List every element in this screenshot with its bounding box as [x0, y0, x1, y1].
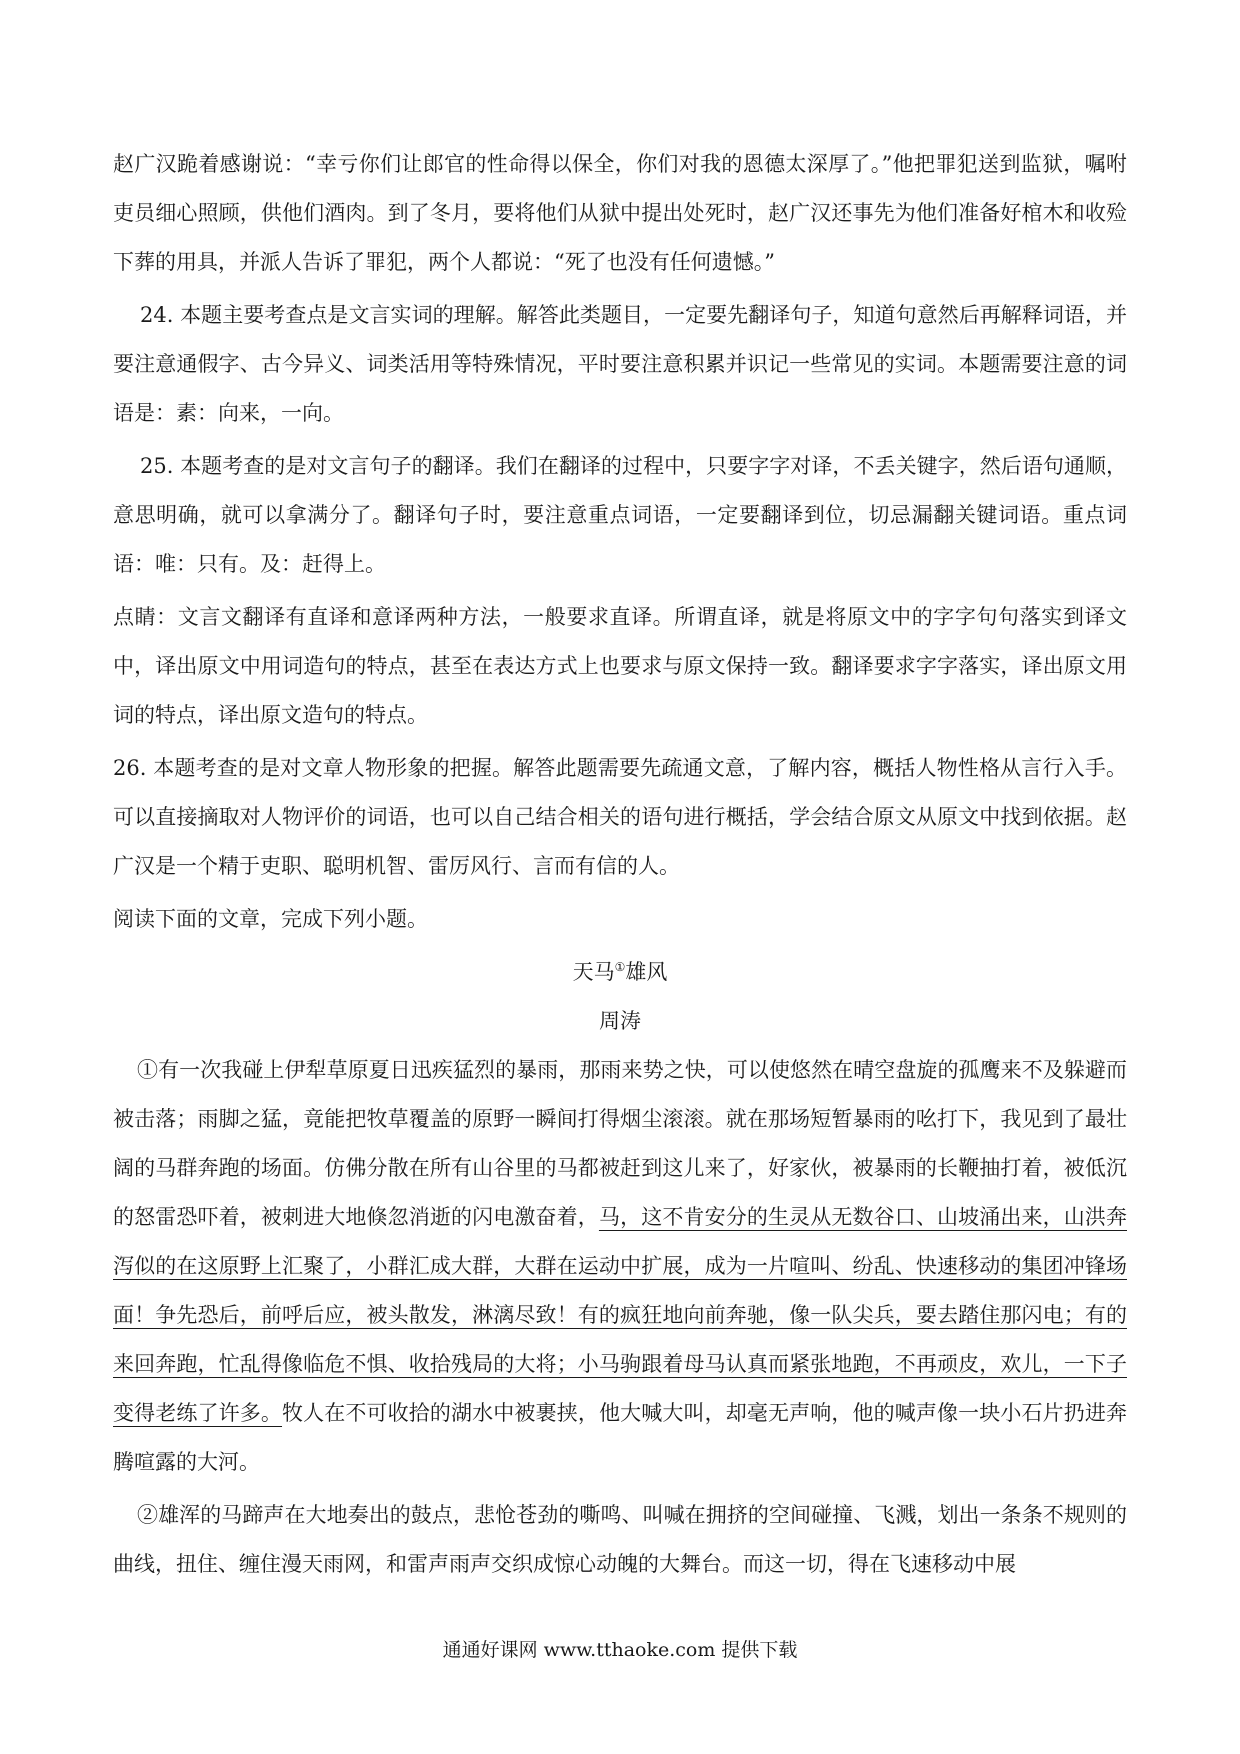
dianjing-note: 点睛：文言文翻译有直译和意译两种方法，一般要求直译。所谓直译，就是将原文中的字字句句落实到译文中，译出原文中用词造句的特点，甚至在表达方式上也要求与原文保持一致。翻译要求字字落实，译出原文用词的特点，译出原文造句的特点。 — [113, 605, 1127, 727]
translation-paragraph: 赵广汉跪着感谢说：“幸亏你们让郎官的性命得以保全，你们对我的恩德太深厚了。”他把罪犯送到监狱，嘱咐吏员细心照顾，供他们酒肉。到了冬月，要将他们从狱中提出处死时，赵广汉还事先为他们准备好棺木和收殓下葬的用具，并派人告诉了罪犯，两个人都说：“死了也没有任何遗憾。” — [113, 152, 1127, 274]
article-title — [113, 948, 1127, 997]
document-body — [113, 140, 1127, 1593]
para1-start: ①有一次我碰上伊犁草原夏日迅疾猛烈的暴雨，那雨来势之快，可以使悠然在晴空盘旋的孤鹰来不及躲避而被击落；雨脚之猛，竟能把牧草覆盖的原野一瞬间打得烟尘滚滚。就在那场短暂暴雨的吆打下，我见到了最壮阔的马群奔跑的场面。仿佛分散在所有山谷里的马都被赶到这儿来了，好家伙，被暴雨的长鞭抽打着，被低沉的怒雷恐吓着，被刺进大地倏忽消逝的闪电激奋着， — [113, 1058, 1127, 1229]
page-footer: 通通好课网 www.tthaoke.com 提供下载 — [442, 1639, 798, 1661]
answer-25: 25. 本题考查的是对文言句子的翻译。我们在翻译的过程中，只要字字对译，不丢关键字，然后语句通顺，意思明确，就可以拿满分了。翻译句子时，要注意重点词语，一定要翻译到位，切忌漏翻关键词语。重点词语：唯：只有。及：赶得上。 — [113, 454, 1127, 576]
article-author: 周涛 — [599, 1009, 641, 1033]
footnote-marker: ① — [614, 960, 626, 974]
article-paragraph-1 — [113, 1046, 1127, 1487]
answer-26: 26. 本题考查的是对文章人物形象的把握。解答此题需要先疏通文意，了解内容，概括人物性格从言行入手。可以直接摘取对人物评价的词语，也可以自己结合相关的语句进行概括，学会结合原文从原文中找到依据。赵广汉是一个精于吏职、聪明机智、雷厉风行、言而有信的人。 — [113, 756, 1127, 878]
article-paragraph-2: ②雄浑的马蹄声在大地奏出的鼓点，悲怆苍劲的嘶鸣、叫喊在拥挤的空间碰撞、飞溅，划出一条条不规则的曲线，扭住、缠住漫天雨网，和雷声雨声交织成惊心动魄的大舞台。而这一切，得在飞速移动中展 — [113, 1503, 1127, 1576]
para1-underlined-passage: 马，这不肯安分的生灵从无数谷口、山坡涌出来，山洪奔泻似的在这原野上汇聚了，小群汇成大群，大群在运动中扩展，成为一片喧叫、纷乱、快速移动的集团冲锋场面！争先恐后，前呼后应，被头散发，淋漓尽致！有的疯狂地向前奔驰，像一队尖兵，要去踏住那闪电；有的来回奔跑，忙乱得像临危不惧、收拾残局的大将；小马驹跟着母马认真而紧张地跑，不再顽皮，欢儿，一下子变得老练了许多。 — [113, 1205, 1127, 1425]
article-title-tail: 雄风 — [625, 960, 668, 984]
reading-instruction: 阅读下面的文章，完成下列小题。 — [113, 907, 428, 931]
article-title-main: 天马 — [572, 960, 615, 984]
answer-24: 24. 本题主要考查点是文言实词的理解。解答此类题目，一定要先翻译句子，知道句意然后再解释词语，并要注意通假字、古今异义、词类活用等特殊情况，平时要注意积累并识记一些常见的实词。本题需要注意的词语是：素：向来，一向。 — [113, 303, 1127, 425]
para1-end: 牧人在不可收拾的湖水中被裹挟，他大喊大叫，却毫无声响，他的喊声像一块小石片扔进奔腾喧露的大河。 — [113, 1401, 1128, 1474]
